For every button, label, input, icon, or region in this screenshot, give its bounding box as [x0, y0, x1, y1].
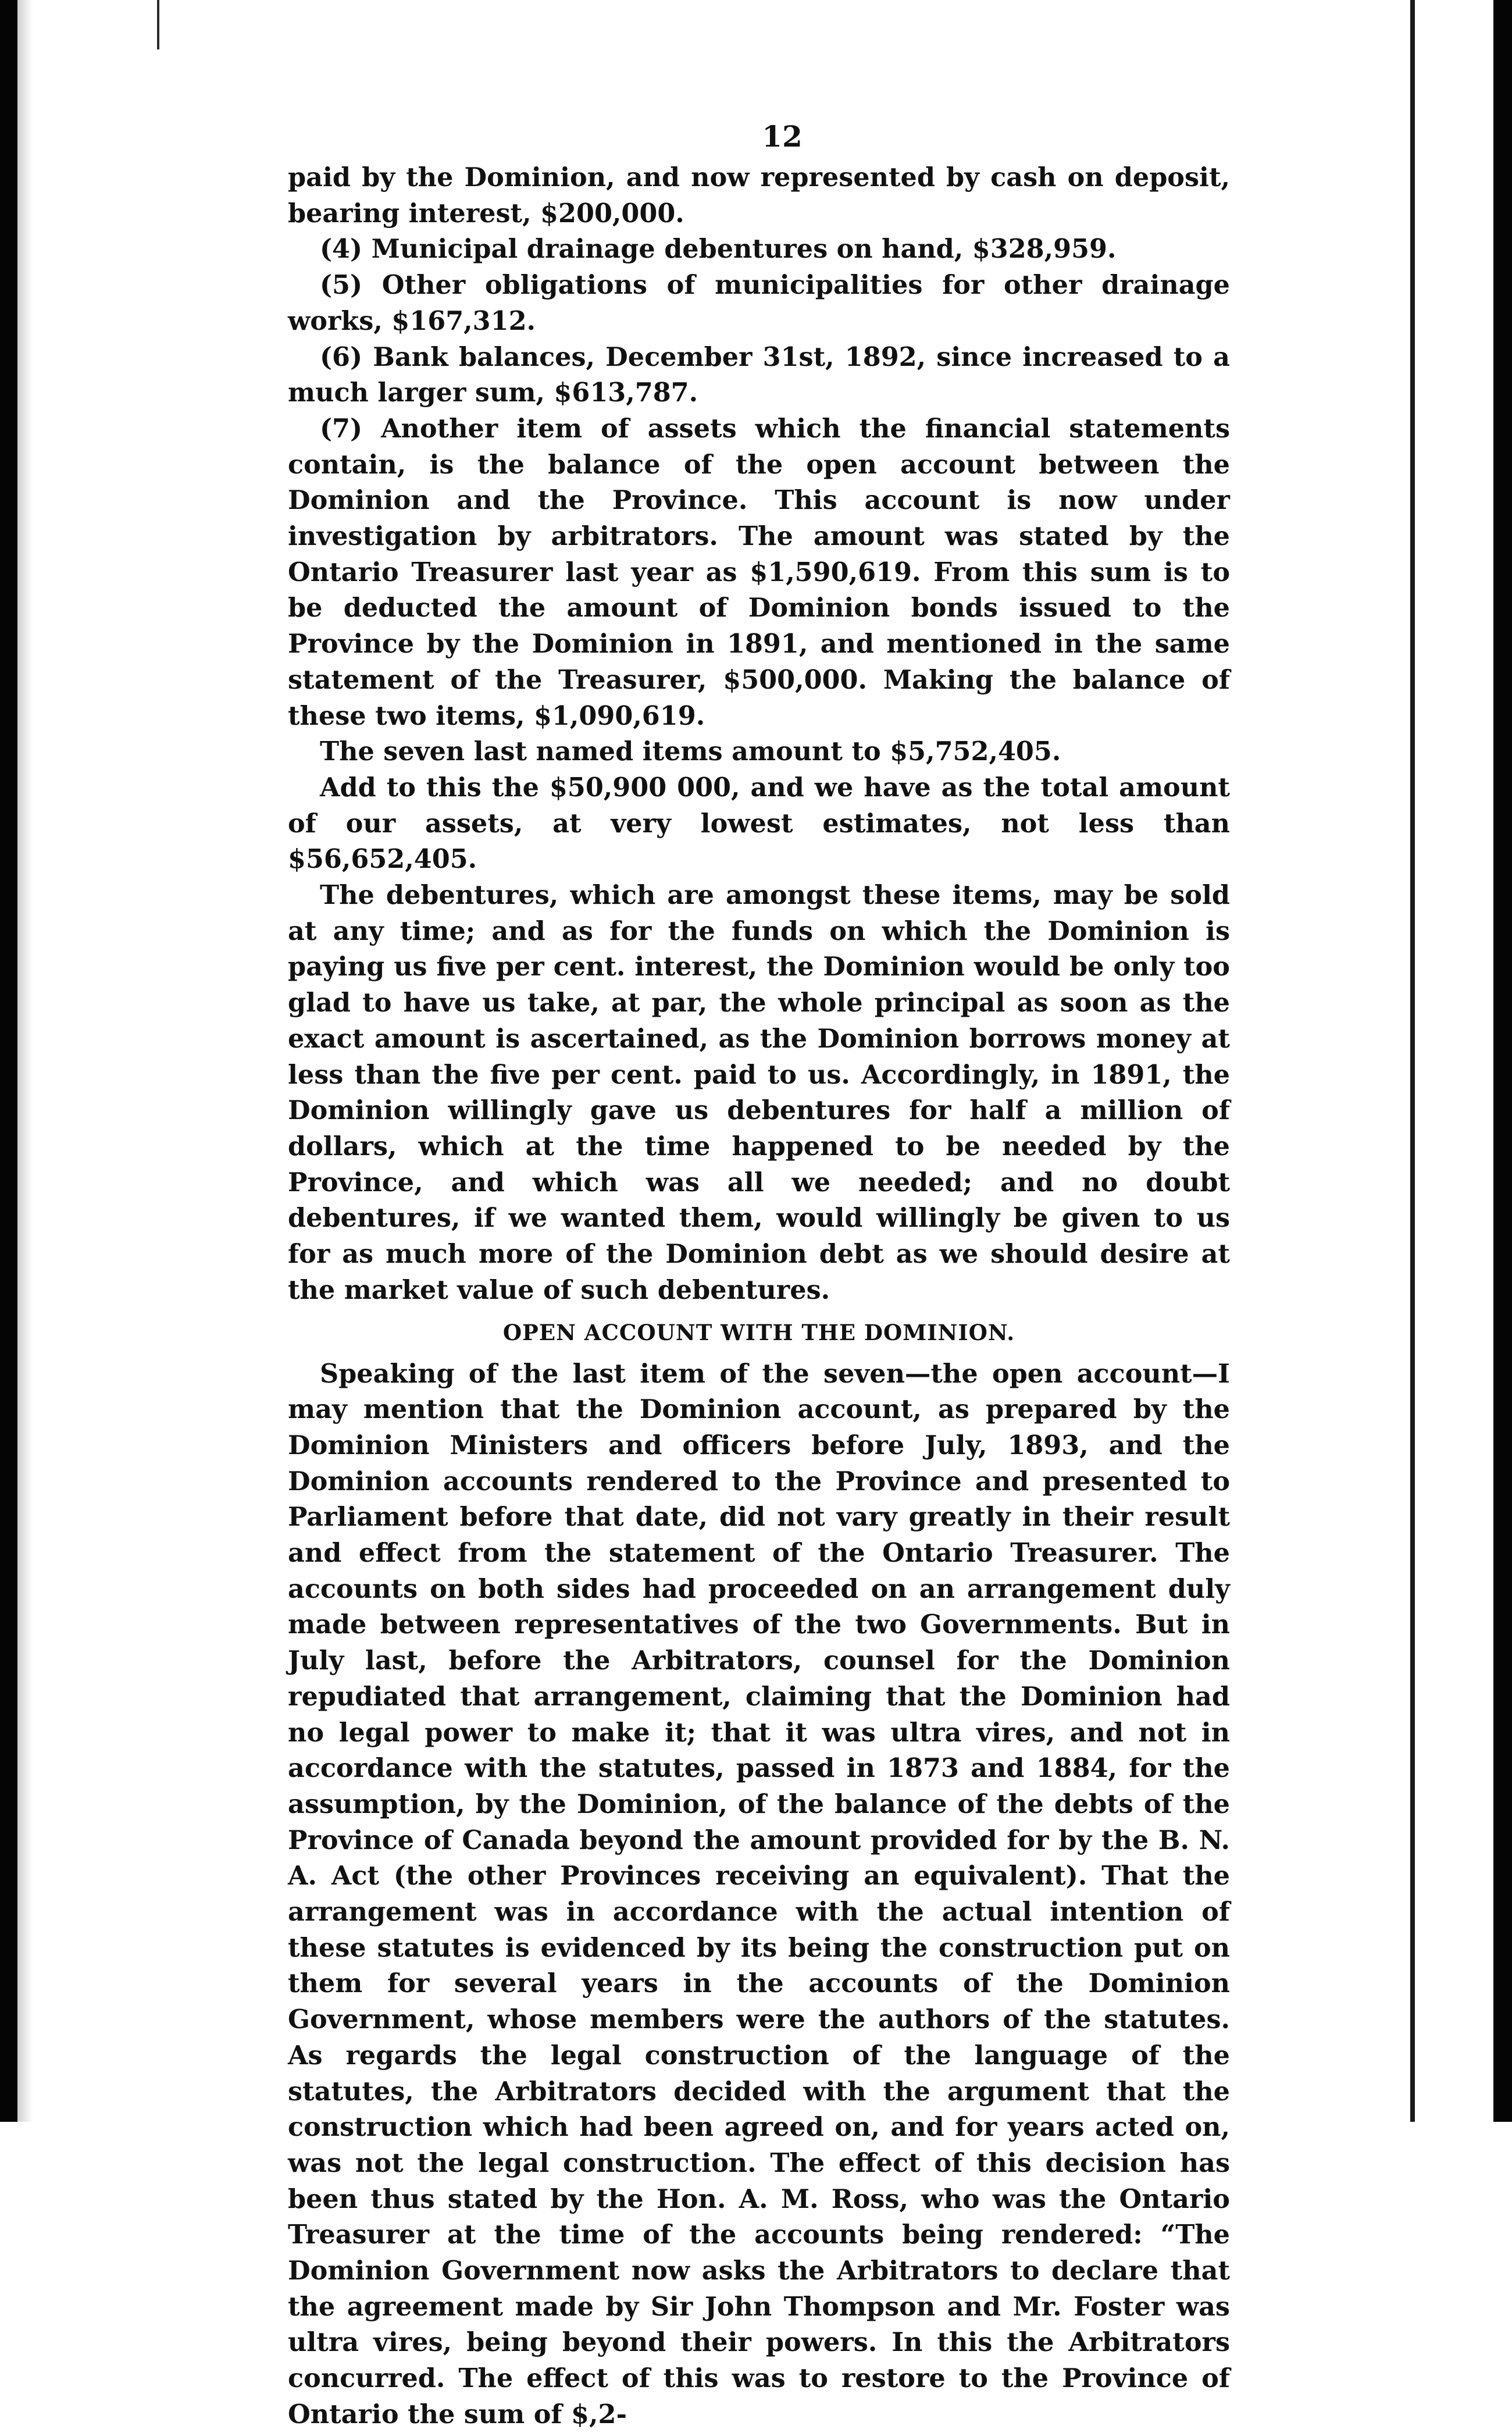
page-content	[288, 113, 1230, 2433]
paragraph: paid by the Dominion, and now represented by cash on deposit, bearing interest, $200,000.	[288, 162, 1230, 229]
paragraph: The seven last named items amount to $5,752,405.	[320, 736, 1061, 767]
paragraph: (7) Another item of assets which the financial statements contain, is the balance of the open account between the Dominion and the Province. This account is now under investigation by arbitrators. The amount was stated by the Ontario Treasurer last year as $1,590,619. From this sum is to be deducted the amount of Dominion bonds issued to the Province by the Dominion in 1891, and mentioned in the same statement of the Treasurer, $500,000. Making the balance of these two items, $1,090,619.	[288, 413, 1230, 731]
binding-shadow	[17, 0, 33, 2122]
right-scan-border	[1493, 0, 1512, 2122]
paragraph: (5) Other obligations of municipalities for other drainage works, $167,312.	[288, 270, 1230, 336]
page-number: 12	[762, 119, 803, 154]
paragraph: (6) Bank balances, December 31st, 1892, since increased to a much larger sum, $613,787.	[288, 341, 1230, 408]
paragraph: (4) Municipal drainage debentures on hand, $328,959.	[320, 234, 1117, 265]
section-heading: OPEN ACCOUNT WITH THE DOMINION.	[502, 1319, 1015, 1345]
paragraph: Add to this the $50,900 000, and we have as the total amount of our assets, at very lowest estimates, not less than $56,652,405.	[288, 772, 1230, 875]
scan-mark	[157, 0, 159, 49]
paragraph: Speaking of the last item of the seven—the open account—I may mention that the Dominion account, as prepared by the Dominion Ministers and officers before July, 1893, and the Dominion accounts rendered to the Province and presented to Parliament before that date, did not vary greatly in their result and effect from the statement of the Ontario Treasurer. The accounts on both sides had proceeded on an arrangement duly made between representatives of the two Governments. But in July last, before the Arbitrators, counsel for the Dominion repudiated that arrangement, claiming that the Dominion had no legal power to make it; that it was ultra vires, and not in accordance with the statutes, passed in 1873 and 1884, for the assumption, by the Dominion, of the balance of the debts of the Province of Canada beyond the amount provided for by the B. N. A. Act (the other Provinces receiving an equivalent). That the arrangement was in accordance with the actual intention of these statutes is evidenced by its being the construction put on them for several years in the accounts of the Dominion Government, whose members were the authors of the statutes. As regards the legal construction of the language of the statutes, the Arbitrators decided with the argument that the construction which had been agreed on, and for years acted on, was not the legal construction. The effect of this decision has been thus stated by the Hon. A. M. Ross, who was the Ontario Treasurer at the time of the accounts being rendered: “The Dominion Government now asks the Arbitrators to declare that the agreement made by Sir John Thompson and Mr. Foster was ultra vires, being beyond their powers. In this the Arbitrators concurred. The effect of this was to restore to the Province of Ontario the sum of $,2-	[288, 1358, 1230, 2430]
page-edge	[1410, 0, 1415, 2122]
left-scan-border	[0, 0, 17, 2122]
paragraph: The debentures, which are amongst these items, may be sold at any time; and as for the funds on which the Dominion is paying us five per cent. interest, the Dominion would be only too glad to have us take, at par, the whole principal as soon as the exact amount is ascertained, as the Dominion borrows money at less than the five per cent. paid to us. Accordingly, in 1891, the Dominion willingly gave us debentures for half a million of dollars, which at the time happened to be needed by the Province, and which was all we needed; and no doubt debentures, if we wanted them, would willingly be given to us for as much more of the Dominion debt as we should desire at the market value of such debentures.	[288, 880, 1230, 1305]
